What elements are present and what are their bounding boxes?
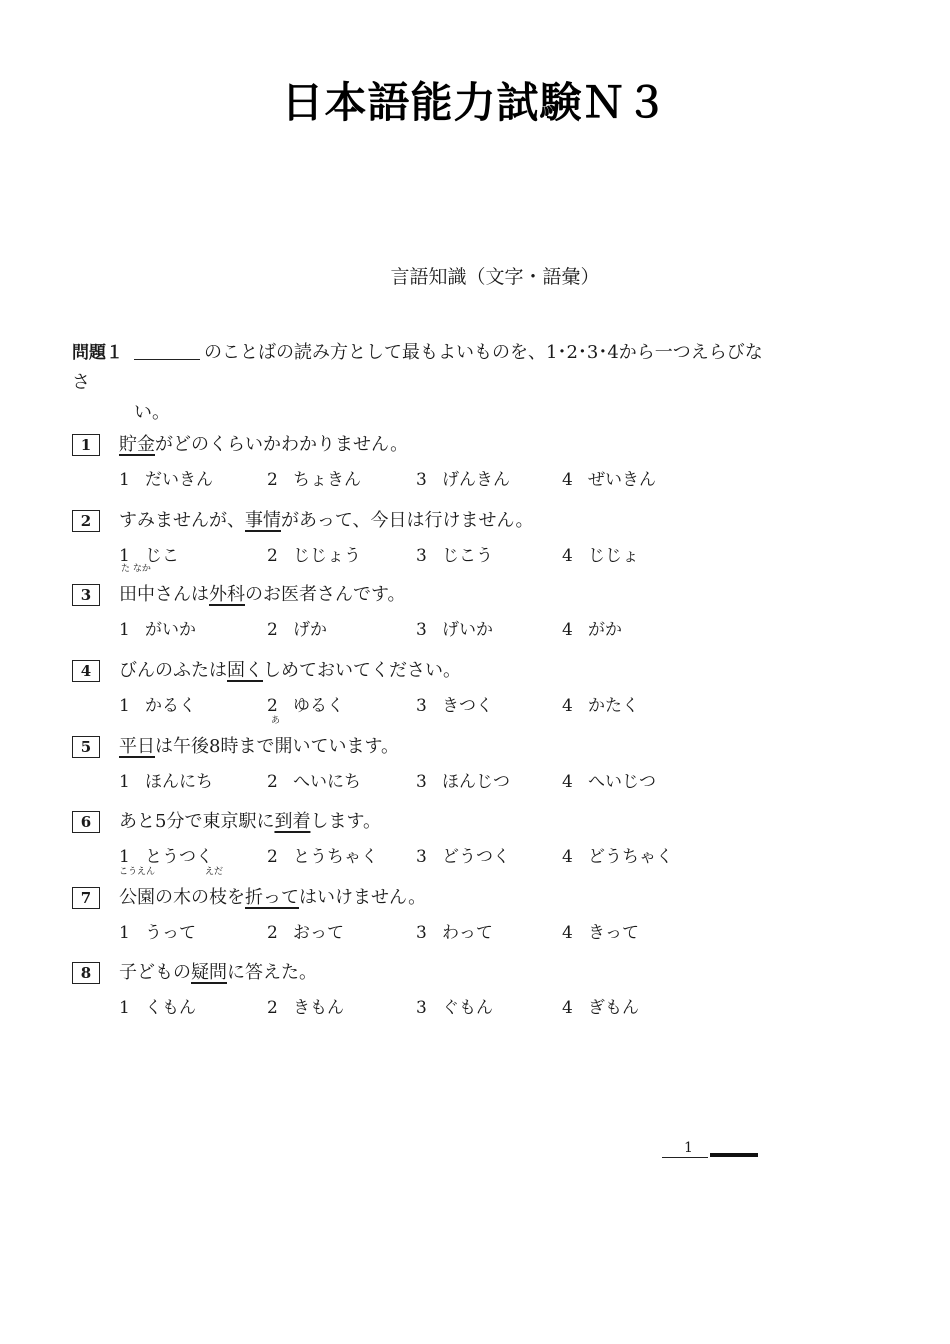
blank-underline [134,341,200,360]
furigana: えだ [205,867,224,877]
instruction [72,338,772,428]
question-text: 貯金がどのくらいかわかりません。 [119,434,409,455]
choice-3[interactable]: 3 ぐもん [416,998,493,1018]
question-text: すみませんが、事情があって、今日は行けません。 [119,510,534,531]
question-text: こうえん えだ 公園の木の枝を折ってはいけません。 [119,867,427,908]
question-number-box: 3 [72,584,100,606]
choice-2[interactable]: 2 げか [267,620,327,640]
choice-list [72,764,772,800]
choice-list [72,538,772,574]
question-number-box: 6 [72,811,100,833]
choice-3[interactable]: 3 じこう [416,546,493,566]
choice-2[interactable]: 2 ちょきん [267,470,361,490]
choice-2[interactable]: 2 とうちゃく [267,847,378,867]
page-title: 日本語能力試験Ｎ３ [281,78,669,127]
choice-4[interactable]: 4 がか [562,620,622,640]
choice-4[interactable]: 4 どうちゃく [562,847,673,867]
page-number [662,1140,758,1160]
choice-3[interactable]: 3 ほんじつ [416,772,510,792]
choice-4[interactable]: 4 ぜいきん [562,470,656,490]
problem-label: 問題１ [72,343,123,363]
question-number-box: 7 [72,887,100,909]
question-6 [72,805,772,875]
choice-2[interactable]: 2 へいにち [267,772,361,792]
choice-4[interactable]: 4 ぎもん [562,998,639,1018]
choice-list [72,990,772,1026]
choice-1[interactable]: 1 うって [119,923,196,943]
choice-2[interactable]: 2 おって [267,923,344,943]
question-text: びんのふたは固くしめておいてください。 [119,660,461,681]
question-7 [72,867,772,951]
choice-3[interactable]: 3 きつく [416,696,493,716]
question-text: 子どもの疑問に答えた。 [119,962,317,983]
question-text: あと5分で東京駅に到着します。 [119,811,382,832]
choice-list [72,839,772,875]
choice-3[interactable]: 3 げんきん [416,470,510,490]
question-number-box: 5 [72,736,100,758]
question-number-box: 4 [72,660,100,682]
instruction-text-1: のことばの読み方として最もよいものを、1･2･3･4から一つえらびなさ [72,342,763,393]
question-number-box: 8 [72,962,100,984]
target-word: 外科 [209,584,245,605]
choice-1[interactable]: 1 かるく [119,696,196,716]
page-number-bar [710,1153,758,1157]
target-word: 貯金 [119,434,155,455]
choice-list [72,462,772,498]
page-number-text: 1 [684,1140,693,1156]
choice-1[interactable]: 1 がいか [119,620,196,640]
question-3 [72,564,772,648]
choice-3[interactable]: 3 げいか [416,620,493,640]
choice-1[interactable]: 1 くもん [119,998,196,1018]
choice-4[interactable]: 4 へいじつ [562,772,656,792]
question-8 [72,956,772,1026]
choice-list [72,688,772,724]
choice-4[interactable]: 4 かたく [562,696,639,716]
choice-list [72,915,772,951]
target-word: 疑問 [191,962,227,983]
question-number-box: 2 [72,510,100,532]
question-5 [72,716,772,800]
question-number-box: 1 [72,434,100,456]
choice-4[interactable]: 4 じじょ [562,546,639,566]
choice-2[interactable]: 2 きもん [267,998,344,1018]
choice-3[interactable]: 3 わって [416,923,493,943]
choice-1[interactable]: 1 ほんにち [119,772,213,792]
choice-2[interactable]: 2 ゆるく [267,696,344,716]
choice-3[interactable]: 3 どうつく [416,847,510,867]
question-1 [72,428,772,498]
target-word: 平日 [119,736,155,757]
choice-4[interactable]: 4 きって [562,923,639,943]
question-text: あ 平日は午後8時まで開いています。 [119,716,400,757]
question-2 [72,504,772,574]
choice-1[interactable]: 1 じこ [119,546,179,566]
target-word: 事情 [245,510,281,531]
target-word: 固く [227,660,263,681]
target-word: 折って [245,887,299,908]
choice-1[interactable]: 1 とうつく [119,847,213,867]
page-number-rule [662,1157,708,1158]
target-word: 到着 [274,811,311,832]
furigana: た なか [121,564,151,574]
question-text: た なか 田中さんは外科のお医者さんです。 [119,564,406,605]
instruction-text-2: い。 [134,402,170,423]
question-4 [72,654,772,724]
furigana: あ [271,716,281,726]
section-title: 言語知識（文字・語彙） [390,266,600,288]
choice-list [72,612,772,648]
choice-2[interactable]: 2 じじょう [267,546,361,566]
furigana: こうえん [119,867,156,877]
choice-1[interactable]: 1 だいきん [119,470,213,490]
